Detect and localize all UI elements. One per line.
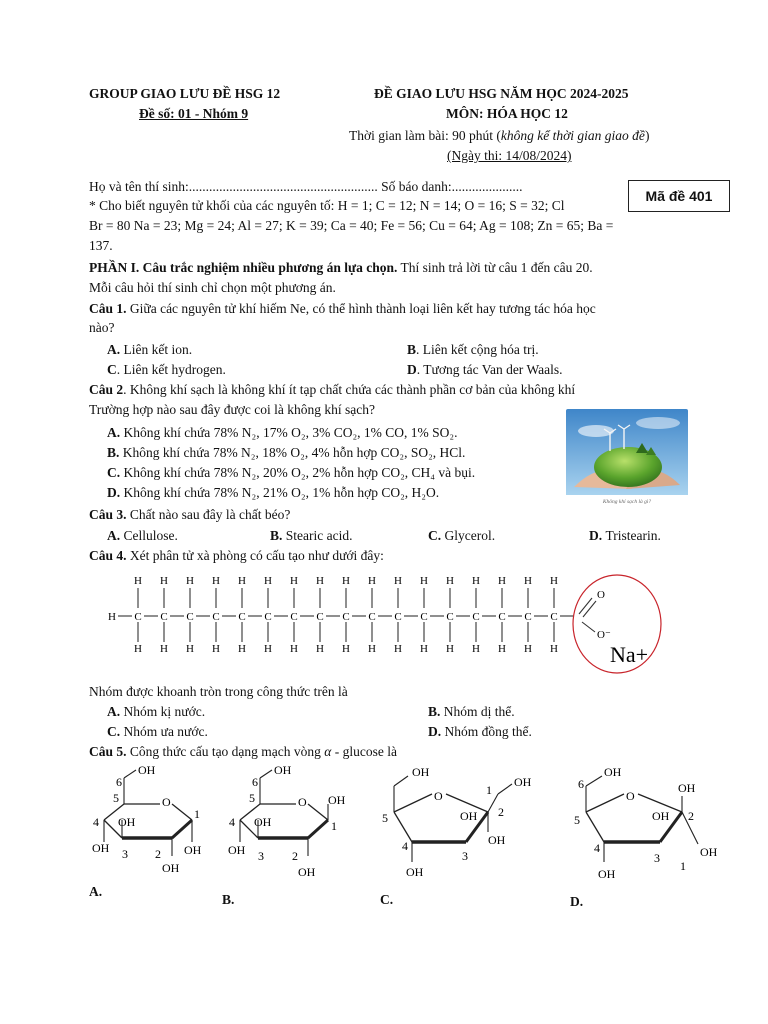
q5-option-b[interactable]: B.: [222, 892, 235, 907]
q2-text-2: Trường hợp nào sau đây được coi là không khí sạch?: [89, 402, 376, 417]
svg-text:3: 3: [654, 851, 660, 865]
q3-text: Câu 3. Chất nào sau đây là chất béo?: [89, 507, 291, 522]
svg-text:6: 6: [578, 777, 584, 791]
svg-text:O: O: [298, 795, 307, 809]
svg-text:5: 5: [249, 791, 255, 805]
hydrogen-atom: H: [394, 575, 402, 587]
image-caption: Không khí sạch là gì?: [602, 499, 652, 505]
part1-instruction: Mỗi câu hỏi thí sinh chỉ chọn một phương án.: [89, 280, 336, 295]
globe-hands-image: [566, 409, 688, 505]
atomic-mass-line-2: Br = 80 Na = 23; Mg = 24; Al = 27; K = 39; Ca = 40; Fe = 56; Cu = 64; Ag = 108; Zn = 65; Ba =: [89, 218, 614, 233]
exam-number: Đề số: 01 - Nhóm 9: [139, 106, 249, 121]
hydrogen-atom: H: [420, 575, 428, 587]
hydrogen-atom: H: [186, 575, 194, 587]
q4-question: Nhóm được khoanh tròn trong công thức trên là: [89, 684, 348, 699]
hydrogen-atom: H: [368, 643, 376, 655]
q3-option-c[interactable]: C. Glycerol.: [428, 528, 496, 543]
double-bond-1: [579, 598, 592, 614]
structure-b: [228, 763, 346, 879]
svg-text:OH: OH: [118, 815, 136, 829]
svg-text:OH: OH: [184, 843, 202, 857]
svg-text:OH: OH: [598, 867, 616, 881]
svg-text:1: 1: [194, 807, 200, 821]
carbon-atom: C: [524, 611, 532, 623]
carbon-atom: C: [238, 611, 246, 623]
carbon-chain: [108, 575, 574, 655]
hydrogen-atom: H: [472, 575, 480, 587]
hydrogen-atom: H: [446, 575, 454, 587]
q3-option-d[interactable]: D. Tristearin.: [589, 528, 661, 543]
q3-option-b[interactable]: B. Stearic acid.: [270, 528, 353, 543]
hydrogen-atom: H: [264, 643, 272, 655]
svg-text:5: 5: [382, 811, 388, 825]
carbon-atom: C: [420, 611, 428, 623]
hydrogen-atom: H: [186, 643, 194, 655]
svg-text:6: 6: [116, 775, 122, 789]
carbon-atom: C: [316, 611, 324, 623]
hydrogen-atom: H: [472, 643, 480, 655]
q1-option-c[interactable]: C. Liên kết hydrogen.: [107, 362, 226, 377]
svg-text:OH: OH: [488, 833, 506, 847]
hydrogen-atom: H: [290, 643, 298, 655]
svg-text:OH: OH: [460, 809, 478, 823]
svg-text:5: 5: [113, 791, 119, 805]
hydrogen-atom: H: [498, 643, 506, 655]
q1-option-a[interactable]: A. Liên kết ion.: [107, 342, 193, 357]
hydrogen-atom: H: [160, 575, 168, 587]
carbon-atom: C: [212, 611, 220, 623]
group-title: GROUP GIAO LƯU ĐỀ HSG 12: [89, 86, 281, 101]
svg-text:1: 1: [486, 783, 492, 797]
svg-text:O: O: [162, 795, 171, 809]
hydrogen-atom: H: [238, 575, 246, 587]
svg-text:O: O: [626, 789, 635, 803]
q4-option-d[interactable]: D. Nhóm đồng thể.: [428, 724, 532, 739]
q3-option-a[interactable]: A. Cellulose.: [107, 528, 178, 543]
hydrogen-atom: H: [498, 575, 506, 587]
carbon-atom: C: [342, 611, 350, 623]
svg-text:OH: OH: [328, 793, 346, 807]
svg-text:OH: OH: [138, 763, 156, 777]
svg-text:2: 2: [498, 805, 504, 819]
q2-option-a[interactable]: A. Không khí chứa 78% N₂, 17% O₂, 3% CO₂, 1% CO, 1% SO₂.: [107, 425, 458, 440]
carbon-atom: C: [290, 611, 298, 623]
structure-d: [574, 765, 718, 881]
svg-text:OH: OH: [162, 861, 180, 875]
q2-option-b[interactable]: B. Không khí chứa 78% N₂, 18% O₂, 4% hỗn hợp CO₂, SO₂, HCl.: [107, 445, 466, 460]
carbonyl-oxygen: O: [597, 589, 605, 601]
subject-title: MÔN: HÓA HỌC 12: [446, 106, 568, 121]
svg-text:3: 3: [462, 849, 468, 863]
svg-text:OH: OH: [700, 845, 718, 859]
q2-option-d[interactable]: D. Không khí chứa 78% N₂, 21% O₂, 1% hỗn hợp CO₂, H₂O.: [107, 485, 440, 500]
hydrogen-atom: H: [134, 643, 142, 655]
hydrogen-atom: H: [368, 575, 376, 587]
hydrogen-atom: H: [342, 575, 350, 587]
svg-text:5: 5: [574, 813, 580, 827]
carboxylate-oxygen: O⁻: [597, 629, 611, 641]
hydrogen-atom: H: [394, 643, 402, 655]
q5-option-a[interactable]: A.: [89, 884, 103, 899]
svg-text:OH: OH: [604, 765, 622, 779]
hydrogen-atom: H: [446, 643, 454, 655]
hydrogen-atom: H: [238, 643, 246, 655]
carbon-atom: C: [446, 611, 454, 623]
q1-text-2: nào?: [89, 320, 115, 335]
hydrogen-atom: H: [524, 643, 532, 655]
carbon-atom: C: [394, 611, 402, 623]
structure-a: [92, 763, 202, 875]
time-line: Thời gian làm bài: 90 phút (không kể thời gian giao đề): [349, 128, 650, 143]
hydrogen-atom: H: [316, 575, 324, 587]
q4-text: Câu 4. Xét phân tử xà phòng có cấu tạo như dưới đây:: [89, 548, 384, 563]
carbon-atom: C: [264, 611, 272, 623]
svg-text:4: 4: [594, 841, 600, 855]
hydrogen-atom: H: [134, 575, 142, 587]
q5-text: Câu 5. Công thức cấu tạo dạng mạch vòng α - glucose là: [89, 744, 397, 759]
svg-text:OH: OH: [678, 781, 696, 795]
svg-text:OH: OH: [514, 775, 532, 789]
single-bond-o: [582, 622, 595, 632]
student-info-line: Họ và tên thí sinh:........................................................ Số báo danh:.....................: [89, 179, 523, 194]
svg-text:2: 2: [292, 849, 298, 863]
svg-text:4: 4: [93, 815, 99, 829]
svg-text:OH: OH: [652, 809, 670, 823]
q1-text: Câu 1. Giữa các nguyên tử khí hiếm Ne, có thể hình thành loại liên kết hay tương tác hóa học: [89, 301, 596, 316]
q4-option-c[interactable]: C. Nhóm ưa nước.: [107, 724, 208, 739]
terminal-hydrogen: H: [108, 611, 116, 623]
hydrogen-atom: H: [212, 643, 220, 655]
svg-text:6: 6: [252, 775, 258, 789]
hydrogen-atom: H: [160, 643, 168, 655]
svg-text:OH: OH: [228, 843, 246, 857]
q4-option-a[interactable]: A. Nhóm kị nước.: [107, 704, 206, 719]
carbon-atom: C: [368, 611, 376, 623]
svg-text:3: 3: [258, 849, 264, 863]
svg-text:OH: OH: [254, 815, 272, 829]
svg-text:4: 4: [402, 839, 408, 853]
part1-heading: PHẦN I. Câu trắc nghiệm nhiều phương án lựa chọn. Thí sinh trả lời từ câu 1 đến câu 20.: [89, 260, 593, 275]
svg-text:O: O: [434, 789, 443, 803]
carbon-atom: C: [498, 611, 506, 623]
svg-text:1: 1: [680, 859, 686, 873]
hydrogen-atom: H: [524, 575, 532, 587]
hydrogen-atom: H: [316, 643, 324, 655]
svg-text:OH: OH: [274, 763, 292, 777]
carbon-atom: C: [186, 611, 194, 623]
hydrogen-atom: H: [212, 575, 220, 587]
hydrogen-atom: H: [342, 643, 350, 655]
exam-title: ĐỀ GIAO LƯU HSG NĂM HỌC 2024-2025: [374, 86, 629, 101]
q5-option-c[interactable]: C.: [380, 892, 394, 907]
exam-code-box: Mã đề 401: [628, 180, 730, 212]
clean-air-illustration: [566, 409, 688, 505]
hydrogen-atom: H: [550, 643, 558, 655]
svg-text:2: 2: [155, 847, 161, 861]
q4-option-b[interactable]: B. Nhóm dị thể.: [428, 704, 515, 719]
structure-c: [382, 765, 532, 879]
atomic-mass-line-3: 137.: [89, 238, 113, 253]
q2-text: Câu 2. Không khí sạch là không khí ít tạp chất chứa các thành phần cơ bản của không khí: [89, 382, 576, 397]
hydrogen-atom: H: [550, 575, 558, 587]
q2-option-c[interactable]: C. Không khí chứa 78% N₂, 20% O₂, 2% hỗn hợp CO₂, CH₄ và bụi.: [107, 465, 476, 480]
carbon-atom: C: [160, 611, 168, 623]
svg-text:2: 2: [688, 809, 694, 823]
svg-text:OH: OH: [92, 841, 110, 855]
sodium-ion: Na+: [610, 642, 649, 667]
q1-option-b[interactable]: B. Liên kết cộng hóa trị.: [407, 342, 539, 357]
soap-molecule-diagram: [100, 570, 670, 680]
svg-text:OH: OH: [298, 865, 316, 879]
exam-date: (Ngày thi: 14/08/2024): [447, 148, 572, 163]
hydrogen-atom: H: [420, 643, 428, 655]
carbon-atom: C: [472, 611, 480, 623]
svg-text:OH: OH: [406, 865, 424, 879]
double-bond-2: [583, 601, 596, 617]
svg-text:4: 4: [229, 815, 235, 829]
svg-text:OH: OH: [412, 765, 430, 779]
carbon-atom: C: [550, 611, 558, 623]
carbon-atom: C: [134, 611, 142, 623]
q5-option-d[interactable]: D.: [570, 894, 584, 909]
q1-option-d[interactable]: D. Tương tác Van der Waals.: [407, 362, 563, 377]
svg-text:1: 1: [331, 819, 337, 833]
atomic-mass-line-1: * Cho biết nguyên tử khối của các nguyên tố: H = 1; C = 12; N = 14; O = 16; S = 32; Cl: [89, 198, 565, 213]
hydrogen-atom: H: [264, 575, 272, 587]
svg-text:3: 3: [122, 847, 128, 861]
hydrogen-atom: H: [290, 575, 298, 587]
